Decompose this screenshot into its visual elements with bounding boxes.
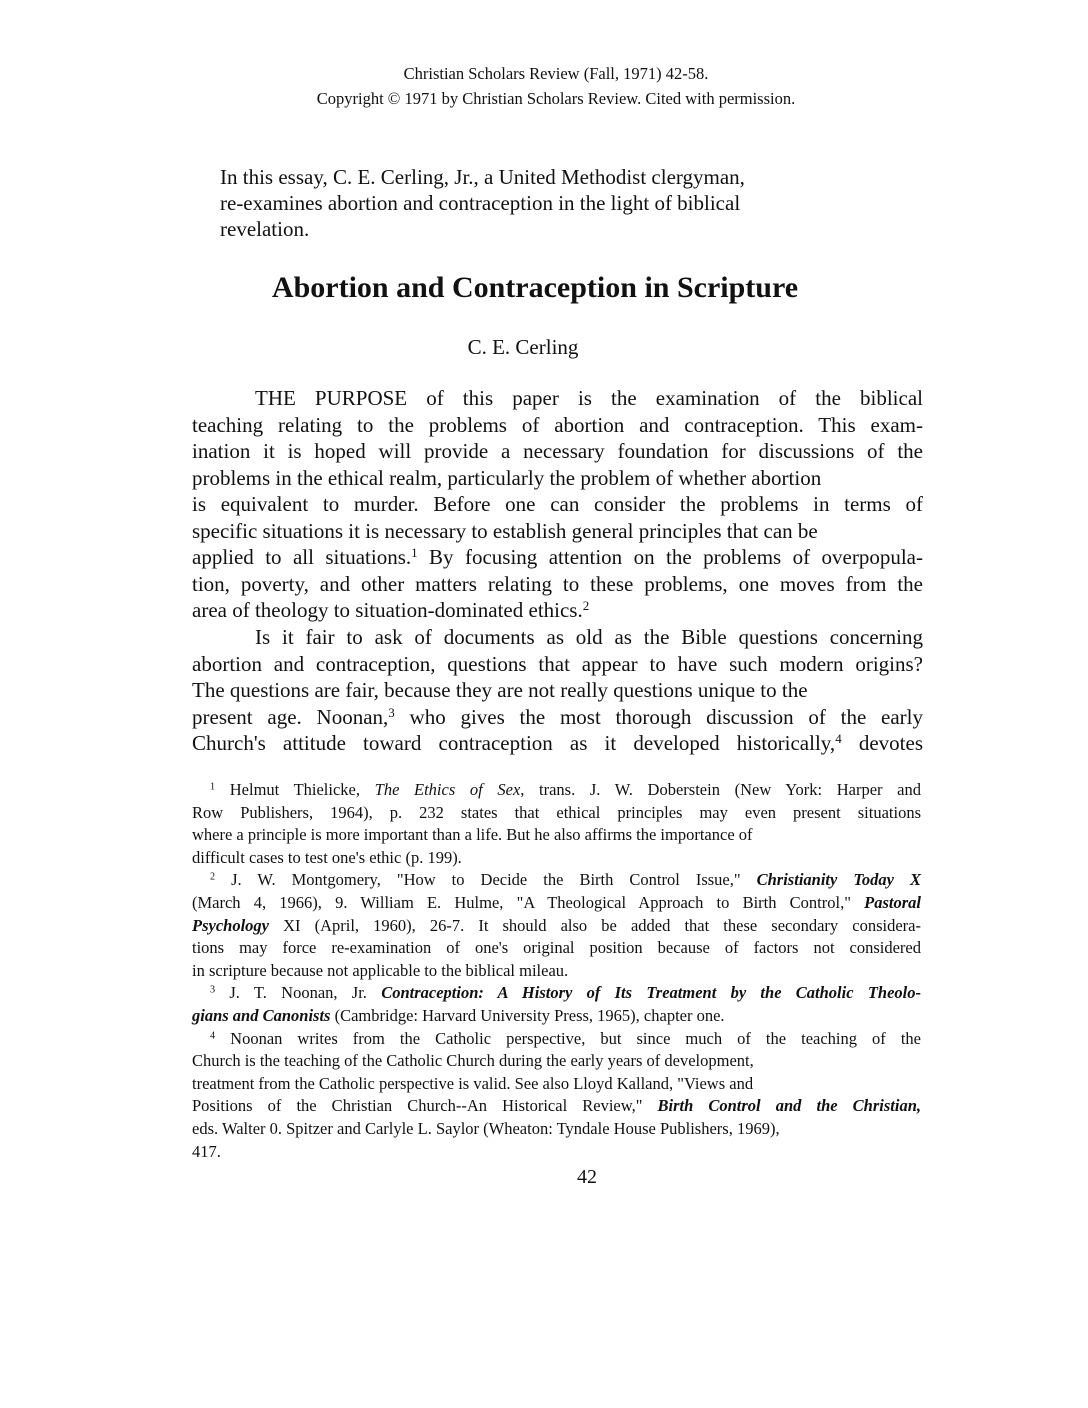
italic-text: Christianity Today X	[756, 870, 922, 890]
footnote-marker: 3	[388, 704, 395, 720]
page-number: 42	[577, 1166, 597, 1188]
text-run: present age. Noonan,	[192, 704, 389, 729]
text-run: problems in the ethical realm, particularly the problem of whether abortion	[192, 465, 822, 490]
footnote-line	[210, 781, 921, 799]
text-run: is equivalent to murder. Before one can consider the problems in terms of	[192, 492, 923, 517]
text-run: , trans. J. W. Doberstein (New York: Harper and	[520, 780, 921, 799]
text-run: J. W. Montgomery, "How to Decide the Birth Control Issue,"	[215, 870, 757, 890]
footnote-marker: 4	[835, 730, 842, 746]
body-line	[192, 546, 923, 568]
footnote-line	[192, 1052, 754, 1070]
text-run: Church's attitude toward contraception as it developed historically,	[192, 731, 836, 756]
body-line	[192, 440, 923, 462]
text-run: in scripture because not applicable to the biblical mileau.	[192, 960, 569, 980]
text-run: applied to all situations.	[192, 545, 412, 570]
text-run: ination it is hoped will provide a necessary foundation for discussions of the	[192, 439, 923, 464]
italic-text: The Ethics of Sex	[374, 780, 521, 799]
footnote-line	[210, 1030, 921, 1048]
footnote-marker: 3	[210, 984, 216, 996]
footnote-line	[210, 871, 921, 889]
footnote-line	[192, 1120, 780, 1138]
text-run: where a principle is more important than a life. But he also affirms the importance of	[192, 825, 753, 845]
footnote-marker: 1	[411, 545, 418, 561]
text-run: devotes	[841, 731, 923, 756]
text-run: teaching relating to the problems of abortion and contraception. This exam-	[192, 412, 923, 437]
body-line	[192, 599, 589, 621]
italic-text: Pastoral	[864, 893, 921, 912]
text-run: XI (April, 1960), 26-7. It should also be added that these secondary considera-	[268, 915, 921, 935]
footnote-line	[192, 1075, 753, 1093]
body-line	[192, 467, 821, 489]
body-line	[255, 626, 923, 648]
text-run: 417.	[192, 1141, 221, 1161]
text-run: Positions of the Christian Church--An Historical Review,"	[192, 1096, 658, 1116]
footnote-line	[192, 1097, 921, 1115]
footnote-line	[192, 1007, 725, 1025]
footnote-marker: 2	[582, 598, 590, 614]
footnote-line	[192, 1143, 221, 1161]
text-run: (Cambridge: Harvard University Press, 1965), chapter one.	[330, 1006, 725, 1025]
text-run: Row Publishers, 1964), p. 232 states that ethical principles may even present situations	[192, 802, 921, 822]
text-run: Is it fair to ask of documents as old as the Bible questions concerning	[255, 624, 923, 649]
article-author: C. E. Cerling	[467, 335, 579, 359]
footnote-line	[192, 826, 753, 844]
body-line	[192, 679, 808, 701]
text-run: THE PURPOSE of this paper is the examination of the biblical	[255, 386, 923, 410]
text-run: The questions are fair, because they are not really questions unique to the	[192, 678, 808, 703]
footnote-line	[192, 849, 462, 867]
italic-text: gians and Canonists	[192, 1006, 331, 1025]
intro-line: revelation.	[220, 217, 310, 241]
footnote-line	[210, 984, 921, 1002]
body-line	[255, 387, 923, 409]
italic-text: Birth Control and the Christian,	[657, 1096, 921, 1116]
intro-line: re-examines abortion and contraception in the light of biblical	[220, 191, 741, 215]
body-line	[192, 706, 923, 728]
footnote-marker: 2	[210, 871, 216, 883]
footnote-line	[192, 894, 921, 912]
italic-text: Contraception: A History of Its Treatment by the Catholic Theolo-	[381, 983, 921, 1003]
header-citation: Christian Scholars Review (Fall, 1971) 42-58.	[403, 64, 709, 83]
body-line	[192, 493, 923, 515]
text-run: area of theology to situation-dominated ethics.	[192, 598, 583, 623]
text-run: tion, poverty, and other matters relating to these problems, one moves from the	[192, 571, 923, 596]
footnote-marker: 4	[210, 1029, 216, 1041]
footnote-line	[192, 939, 921, 957]
footnote-line	[192, 804, 921, 822]
text-run: eds. Walter 0. Spitzer and Carlyle L. Saylor (Wheaton: Tyndale House Publishers, 1969),	[192, 1119, 780, 1138]
footnote-marker: 1	[210, 781, 216, 793]
footnote-line	[192, 917, 921, 935]
text-run: (March 4, 1966), 9. William E. Hulme, "A Theological Approach to Birth Control,"	[192, 893, 865, 912]
text-run: Noonan writes from the Catholic perspective, but since much of the teaching of the	[215, 1028, 921, 1048]
text-run: tions may force re-examination of one's original position because of factors not considered	[192, 938, 921, 958]
body-line	[192, 732, 923, 754]
body-line	[192, 414, 923, 436]
text-run: difficult cases to test one's ethic (p. 199).	[192, 847, 462, 867]
text-run: treatment from the Catholic perspective is valid. See also Lloyd Kalland, "Views and	[192, 1073, 754, 1093]
text-run: J. T. Noonan, Jr.	[215, 983, 382, 1003]
body-line	[192, 520, 818, 542]
article-title: Abortion and Contraception in Scripture	[271, 271, 799, 304]
body-line	[192, 653, 923, 675]
text-run: Helmut Thielicke,	[215, 780, 375, 799]
text-run: specific situations it is necessary to establish general principles that can be	[192, 518, 818, 543]
intro-line: In this essay, C. E. Cerling, Jr., a United Methodist clergyman,	[220, 165, 745, 189]
text-run: By focusing attention on the problems of overpopula-	[417, 545, 923, 570]
footnote-line	[192, 962, 568, 980]
header-copyright: Copyright © 1971 by Christian Scholars Review. Cited with permission.	[316, 89, 796, 108]
text-run: Church is the teaching of the Catholic Church during the early years of development,	[192, 1051, 754, 1071]
text-run: abortion and contraception, questions that appear to have such modern origins?	[192, 651, 923, 676]
body-line	[192, 573, 923, 595]
italic-text: Psychology	[192, 915, 269, 935]
text-run: who gives the most thorough discussion of the early	[394, 704, 923, 729]
